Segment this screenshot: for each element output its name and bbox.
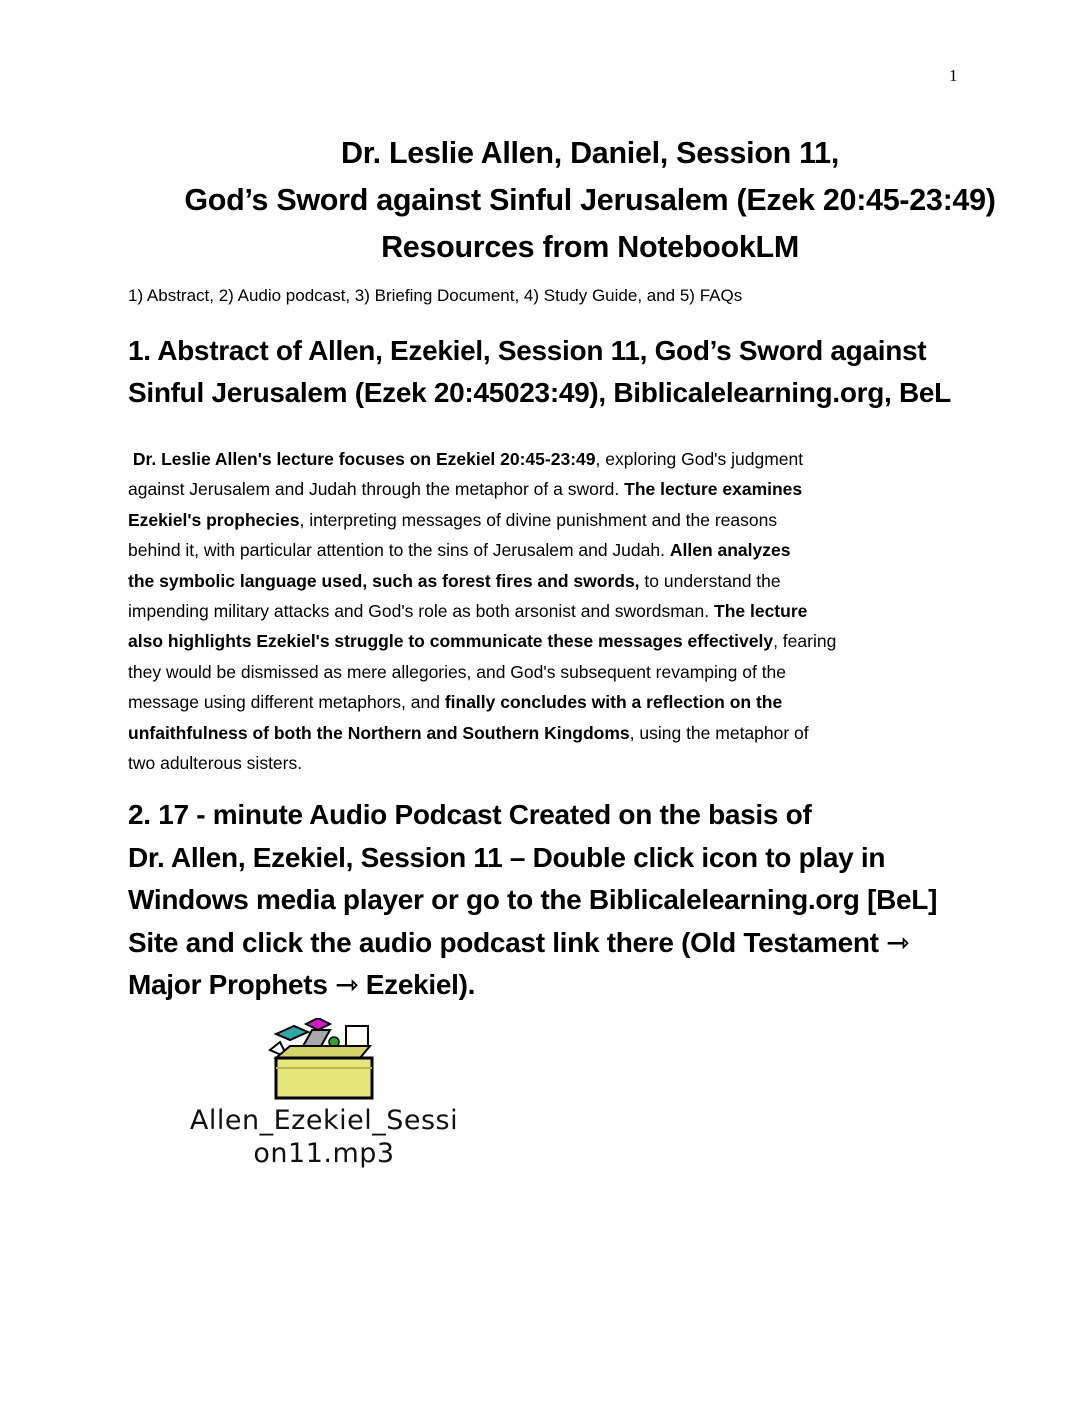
abstract-text: , using the metaphor of: [629, 722, 809, 743]
abstract-text: impending military attacks and God's role as both arsonist and swordsman.: [128, 601, 714, 622]
abstract-bold-text: finally concludes with a reflection on the: [444, 692, 783, 713]
abstract-bold-text: Dr. Leslie Allen's lecture focuses on Ezekiel 20:45-23:49: [132, 449, 596, 469]
page-number: 1: [949, 66, 958, 85]
abstract-line: [128, 687, 948, 717]
package-icon[interactable]: [268, 1018, 378, 1100]
abstract-text: , fearing: [773, 631, 837, 652]
abstract-text: behind it, with particular attention to the sins of Jerusalem and Judah.: [128, 540, 670, 561]
section-1-heading: [128, 330, 951, 414]
abstract-text: against Jerusalem and Judah through the metaphor of a sword.: [128, 479, 625, 500]
section-1-heading-line-1: 1. Abstract of Allen, Ezekiel, Session 11, God’s Sword against: [128, 335, 927, 366]
section-1-heading-line-2: Sinful Jerusalem (Ezek 20:45023:49), Biblicalelearning.org, BeL: [128, 377, 951, 408]
section-2-heading-line-4: [128, 922, 937, 965]
abstract-line: [128, 596, 948, 626]
abstract-line: [128, 748, 948, 778]
abstract-paragraph: [128, 444, 948, 778]
icon-white-sheet: [346, 1026, 368, 1048]
media-file-label-line-1: Allen_Ezekiel_Sessi: [189, 1105, 459, 1136]
document-title: [90, 130, 1088, 271]
abstract-line: [128, 566, 948, 596]
section-2-heading-text: Site and click the audio podcast link there (Old Testament: [128, 926, 887, 958]
abstract-line: [128, 657, 948, 687]
abstract-text: they would be dismissed as mere allegories, and God's subsequent revamping of the: [128, 661, 787, 682]
icon-box-body: [276, 1058, 372, 1098]
section-2-heading-line-5: [128, 964, 937, 1007]
media-file-label[interactable]: [124, 1104, 524, 1170]
contents-line: 1) Abstract, 2) Audio podcast, 3) Briefing Document, 4) Study Guide, and 5) FAQs: [128, 286, 743, 305]
abstract-text: , exploring God's judgment: [595, 449, 804, 469]
section-2-heading-line-2: Dr. Allen, Ezekiel, Session 11 – Double click icon to play in: [128, 841, 886, 873]
abstract-bold-text: The lecture examines: [624, 479, 803, 500]
title-line-3: Resources from NotebookLM: [381, 230, 799, 264]
abstract-bold-text: the symbolic language used, such as forest fires and swords,: [128, 570, 640, 591]
section-2-heading-line-1: 2. 17 - minute Audio Podcast Created on the basis of: [128, 799, 812, 830]
title-line-2: God’s Sword against Sinful Jerusalem (Ezek 20:45-23:49): [184, 183, 996, 217]
abstract-text: two adulterous sisters.: [128, 753, 303, 774]
abstract-line: [128, 535, 948, 565]
abstract-text: to understand the: [639, 570, 781, 591]
abstract-line: [128, 718, 948, 748]
title-line-1: Dr. Leslie Allen, Daniel, Session 11,: [340, 136, 840, 170]
icon-magenta-shape: [306, 1018, 330, 1030]
right-arrow-icon: ⇾: [886, 925, 910, 959]
abstract-line: [128, 474, 948, 504]
icon-teal-shape: [276, 1026, 308, 1040]
right-arrow-icon: ⇾: [335, 968, 359, 1001]
abstract-line: [128, 444, 948, 474]
abstract-line: [128, 626, 948, 656]
section-2-heading-text: Major Prophets: [128, 969, 336, 1000]
section-2-heading-line-3: Windows media player or go to the Biblicalelearning.org [BeL]: [128, 884, 938, 915]
abstract-bold-text: Allen analyzes: [669, 540, 791, 561]
abstract-bold-text: The lecture: [714, 601, 808, 622]
abstract-bold-text: also highlights Ezekiel's struggle to communicate these messages effectively: [128, 631, 774, 652]
media-file-label-line-2: on11.mp3: [253, 1138, 395, 1169]
abstract-bold-text: unfaithfulness of both the Northern and Southern Kingdoms: [128, 722, 630, 743]
abstract-text: , interpreting messages of divine punishment and the reasons: [299, 509, 778, 530]
section-2-heading: [128, 794, 937, 1007]
icon-box-top: [276, 1046, 370, 1058]
section-2-heading-text: Ezekiel).: [358, 969, 476, 1000]
abstract-bold-text: Ezekiel's prophecies: [128, 509, 300, 530]
abstract-line: [128, 505, 948, 535]
abstract-text: message using different metaphors, and: [128, 692, 445, 713]
